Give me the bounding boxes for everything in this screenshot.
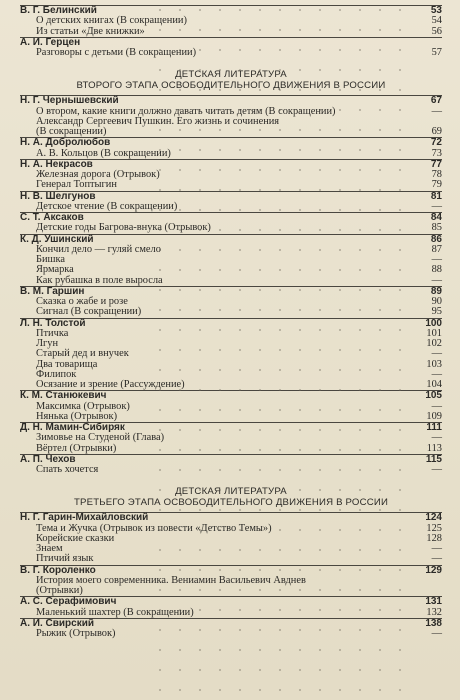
section-heading-line: ВТОРОГО ЭТАПА ОСВОБОДИТЕЛЬНОГО ДВИЖЕНИЯ В РОССИИ [76, 79, 386, 91]
page-number: — [431, 368, 442, 380]
toc-entry-row [20, 576, 442, 586]
toc-author-row [20, 391, 442, 401]
page-number: 128 [426, 532, 442, 544]
work-title: Детские годы Багрова-внука (Отрывок) [36, 222, 211, 234]
work-title: Зимовье на Студеной (Глава) [36, 432, 165, 444]
page-number: 132 [426, 606, 442, 618]
author-name: К. Д. Ушинский [20, 233, 94, 245]
page-number: 81 [430, 190, 442, 202]
page-number: 53 [430, 5, 442, 16]
toc-author-row [20, 138, 442, 148]
page-number: — [431, 464, 442, 475]
page-number: — [431, 254, 442, 265]
page-number: 129 [425, 564, 442, 576]
toc-entry-row [20, 360, 442, 370]
page-number: 101 [426, 327, 442, 339]
work-title: Детское чтение (В сокращении) [36, 200, 178, 212]
toc-entry-row [20, 255, 442, 265]
toc-entry-row [20, 444, 442, 454]
work-title: Разговоры с детьми (В сокращении) [36, 47, 197, 58]
toc-author-row [20, 597, 442, 607]
work-title: А. В. Кольцов (В сокращении) [36, 147, 171, 159]
work-title: Птичка [36, 327, 69, 339]
toc-entry-row [20, 586, 442, 596]
work-title: Маленький шахтер (В сокращении) [36, 606, 194, 618]
page-number: 104 [426, 379, 442, 390]
work-title: (Отрывки) [36, 585, 83, 596]
toc-entry-row [20, 554, 442, 564]
toc-entry-row [20, 534, 442, 544]
page-number: 57 [431, 47, 442, 58]
work-title: Старый дед и внучек [36, 348, 129, 360]
toc-entry-row [20, 349, 442, 359]
toc-entry-row [20, 307, 442, 317]
page-number: 72 [430, 137, 442, 149]
work-title: Тема и Жучка (Отрывок из повести «Детство Темы») [36, 522, 272, 534]
work-title: Лгун [36, 338, 59, 349]
page-number: 84 [430, 212, 442, 223]
author-name: А. И. Герцен [20, 36, 81, 48]
work-title: Нянька (Отрывок) [36, 410, 118, 422]
author-name: В. Г. Короленко [20, 564, 96, 576]
page-number: 87 [431, 243, 442, 255]
toc-entry-row [20, 245, 442, 255]
work-title: История моего современника. Вениамин Васильевич Авднев [36, 574, 306, 586]
author-name: В. М. Гаршин [20, 285, 85, 297]
author-name: Н. Г. Гарин-Михайловский [20, 512, 149, 524]
page-number: — [431, 553, 442, 565]
work-title: Сказка о жабе и розе [36, 296, 128, 307]
toc-entry-row [20, 329, 442, 339]
author-name: Л. Н. Толстой [20, 317, 86, 329]
work-title: Железная дорога (Отрывок) [36, 169, 160, 180]
page-number: — [431, 105, 442, 117]
page-number: 111 [426, 422, 442, 433]
work-title: Максимка (Отрывок) [36, 400, 130, 412]
author-name: А. И. Свирский [20, 617, 95, 629]
work-title: Как рубашка в поле выросла [36, 274, 163, 286]
section-heading-line: ДЕТСКАЯ ЛИТЕРАТУРА [175, 486, 287, 498]
toc-entry-row [20, 127, 442, 137]
toc-entry-row [20, 27, 442, 37]
page-number: 103 [426, 358, 442, 370]
page-number: 115 [425, 453, 442, 465]
work-title: Спать хочется [36, 464, 99, 475]
toc-author-row [20, 513, 442, 523]
toc-entry-row [20, 202, 442, 212]
author-name: А. С. Серафимович [20, 596, 117, 608]
author-name: К. М. Станюкевич [20, 390, 107, 402]
work-title: Два товарища [36, 358, 98, 370]
work-title: Осязание и зрение (Рассуждение) [36, 379, 185, 390]
toc-entry-row [20, 412, 442, 422]
page-number: 105 [425, 390, 442, 402]
page-number: 113 [426, 442, 442, 454]
work-title: Рыжик (Отрывок) [36, 628, 116, 639]
work-title: (В сокращении) [36, 126, 107, 137]
page-number: 95 [431, 306, 442, 318]
work-title: Знаем [36, 543, 63, 554]
page-number: 54 [431, 15, 442, 27]
work-title: Бишка [36, 254, 66, 265]
author-name: А. П. Чехов [20, 453, 76, 465]
page-number: 109 [426, 410, 442, 422]
page-number: 77 [430, 158, 442, 170]
page-number: 88 [431, 264, 442, 276]
page-number: — [431, 432, 442, 444]
author-name: В. Г. Белинский [20, 5, 97, 16]
page-number: 56 [431, 25, 442, 37]
toc-author-row [20, 319, 442, 329]
toc-entry-row [20, 276, 442, 286]
author-name: Д. Н. Мамин-Сибиряк [20, 422, 125, 433]
page-number: 138 [425, 617, 442, 629]
page-number: 90 [431, 296, 442, 307]
toc-entry-row [20, 149, 442, 159]
section-heading [20, 70, 442, 91]
toc-entry-row [20, 465, 442, 475]
page-number: 78 [431, 169, 442, 180]
page-number: — [431, 543, 442, 554]
page-number: — [431, 274, 442, 286]
author-name: С. Т. Аксаков [20, 212, 84, 223]
page-number: 85 [431, 222, 442, 234]
work-title: Кончил дело — гуляй смело [36, 243, 161, 255]
author-name: Н. А. Некрасов [20, 158, 93, 170]
page-number: 89 [430, 285, 442, 297]
toc-author-row [20, 96, 442, 106]
work-title: О детских книгах (В сокращении) [36, 15, 187, 27]
work-title: О втором, какие книги должно давать читать детям (В сокращении) [36, 105, 336, 117]
work-title: Филипок [36, 368, 77, 380]
page-number: 100 [425, 317, 442, 329]
toc-entry-row [20, 265, 442, 275]
toc-entry-row [20, 629, 442, 639]
toc-entry-row [20, 433, 442, 443]
page-number: 102 [426, 338, 442, 349]
page-number: 79 [431, 179, 442, 191]
page-number: — [431, 200, 442, 212]
toc-entry-row [20, 48, 442, 58]
section-heading [20, 487, 442, 508]
work-title: Птичий язык [36, 553, 94, 565]
page-number: — [431, 400, 442, 412]
work-title: Корейские сказки [36, 532, 115, 544]
section-heading-line: ТРЕТЬЕГО ЭТАПА ОСВОБОДИТЕЛЬНОГО ДВИЖЕНИЯ В РОССИИ [73, 496, 389, 508]
toc-entry-row [20, 380, 442, 390]
page-number: — [431, 348, 442, 360]
work-title: Сигнал (В сокращении) [36, 306, 142, 318]
page-number: 125 [426, 522, 442, 534]
page-number: 86 [430, 233, 442, 245]
work-title: Вёртел (Отрывки) [36, 442, 117, 454]
page-number: 69 [431, 126, 442, 137]
page-number: 131 [425, 596, 442, 608]
toc-entry-row [20, 608, 442, 618]
toc-entry-row [20, 180, 442, 190]
work-title: Генерал Топтыгин [36, 179, 117, 191]
author-name: Н. А. Добролюбов [20, 137, 111, 149]
work-title: Александр Сергеевич Пушкин. Его жизнь и сочинения [36, 115, 280, 127]
page-number: 67 [430, 95, 442, 107]
author-name: Н. Г. Чернышевский [20, 95, 119, 107]
work-title: Из статьи «Две книжки» [36, 25, 145, 37]
toc-entry-row [20, 223, 442, 233]
work-title: Ярмарка [36, 264, 74, 276]
author-name: Н. В. Шелгунов [20, 190, 96, 202]
toc-entry-row [20, 16, 442, 26]
section-heading-line: ДЕТСКАЯ ЛИТЕРАТУРА [175, 69, 287, 81]
page-number: 124 [425, 512, 442, 524]
page-number: 73 [431, 147, 442, 159]
page-number: — [431, 628, 442, 639]
table-of-contents [20, 5, 442, 639]
